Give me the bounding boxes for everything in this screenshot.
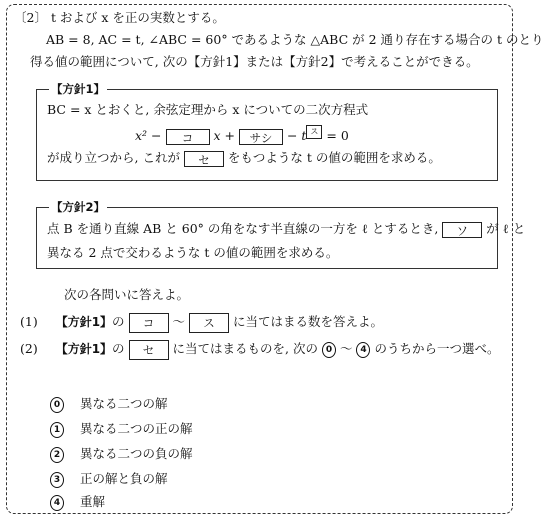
policy1-line-3 xyxy=(47,150,441,167)
q1-text: に当てはまる数を答えよ。 xyxy=(233,314,384,329)
policy1-line3-pre: が成り立つから, これが xyxy=(47,150,180,165)
choice-1-mark-icon: 1 xyxy=(50,422,64,438)
eq-equals-zero: = 0 xyxy=(322,128,349,143)
question-1 xyxy=(20,312,383,333)
eq-x-plus: x + xyxy=(213,128,235,143)
eq-x-squared: x² xyxy=(135,128,148,143)
answer-box-ko: コ xyxy=(166,129,210,145)
choice-2-mark-icon: 2 xyxy=(50,447,64,463)
problem-number-line xyxy=(14,10,225,26)
problem-number: 〔2〕 xyxy=(14,10,47,25)
intro-line-1: t および x を正の実数とする。 xyxy=(50,10,225,25)
q2-policy: 【方針1】 xyxy=(55,342,113,356)
policy1-equation xyxy=(135,125,349,145)
policy2-line1-pre: 点 B を通り直線 AB と 60° の角をなす半直線の一方を ℓ とするとき, xyxy=(47,221,439,236)
choice-0-mark-icon: 0 xyxy=(50,397,64,413)
answer-box-su-exponent: ス xyxy=(306,125,322,139)
answer-box-sashi: サシ xyxy=(239,129,283,145)
choice-0-text: 異なる二つの解 xyxy=(79,396,168,411)
q1-no: の xyxy=(112,314,125,329)
question-2 xyxy=(20,339,499,360)
policy2-line-1 xyxy=(47,221,525,238)
eq-minus: − xyxy=(147,128,162,143)
choice-4-text: 重解 xyxy=(79,494,105,509)
choice-mark-4-icon: 4 xyxy=(356,342,370,358)
q2-answer-box-se: セ xyxy=(129,340,169,360)
policy2-panel xyxy=(36,200,526,269)
choice-1 xyxy=(50,421,192,438)
choice-2 xyxy=(50,446,192,463)
q2-no: の xyxy=(112,341,125,356)
q2-text-b: のうちから一つ選べ。 xyxy=(374,341,500,356)
q2-tilde: 〜 xyxy=(339,341,353,356)
q1-policy: 【方針1】 xyxy=(55,315,113,329)
q1-tilde: 〜 xyxy=(172,314,186,329)
policy1-panel xyxy=(36,82,498,181)
intro-line-2: AB = 8, AC = t, ∠ABC = 60° であるような △ABC が 2 通り存在する場合の t のとり xyxy=(46,32,544,47)
choice-mark-0-icon: 0 xyxy=(322,342,336,358)
choice-4 xyxy=(50,494,105,511)
choice-3-mark-icon: 3 xyxy=(50,472,64,488)
policy1-line-1: BC = x とおくと, 余弦定理から x についての二次方程式 xyxy=(47,102,369,117)
choice-4-mark-icon: 4 xyxy=(50,495,64,511)
q1-number: (1) xyxy=(20,314,38,329)
q1-answer-box-su: ス xyxy=(189,313,229,333)
policy2-line1-post: が ℓ と xyxy=(486,221,526,236)
policy1-line3-post: をもつような t の値の範囲を求める。 xyxy=(227,150,441,165)
choice-2-text: 異なる二つの負の解 xyxy=(79,446,193,461)
answer-box-se: セ xyxy=(184,151,224,167)
intro-line-3: 得る値の範囲について, 次の【方針1】または【方針2】で考えることができる。 xyxy=(30,54,479,69)
q2-text-a: に当てはまるものを, 次の xyxy=(172,341,318,356)
policy2-line-2: 異なる 2 点で交わるような t の値の範囲を求める。 xyxy=(47,245,339,260)
choice-3 xyxy=(50,471,167,488)
policy2-title: 【方針2】 xyxy=(51,200,106,214)
q1-answer-box-ko: コ xyxy=(129,313,169,333)
choice-0 xyxy=(50,396,167,413)
choice-1-text: 異なる二つの正の解 xyxy=(79,421,193,436)
answer-box-so: ソ xyxy=(442,222,482,238)
choice-3-text: 正の解と負の解 xyxy=(79,471,168,486)
questions-lead: 次の各問いに答えよ。 xyxy=(64,287,190,302)
policy1-title: 【方針1】 xyxy=(51,82,106,96)
eq-minus-t: − t xyxy=(282,128,307,143)
q2-number: (2) xyxy=(20,341,38,356)
